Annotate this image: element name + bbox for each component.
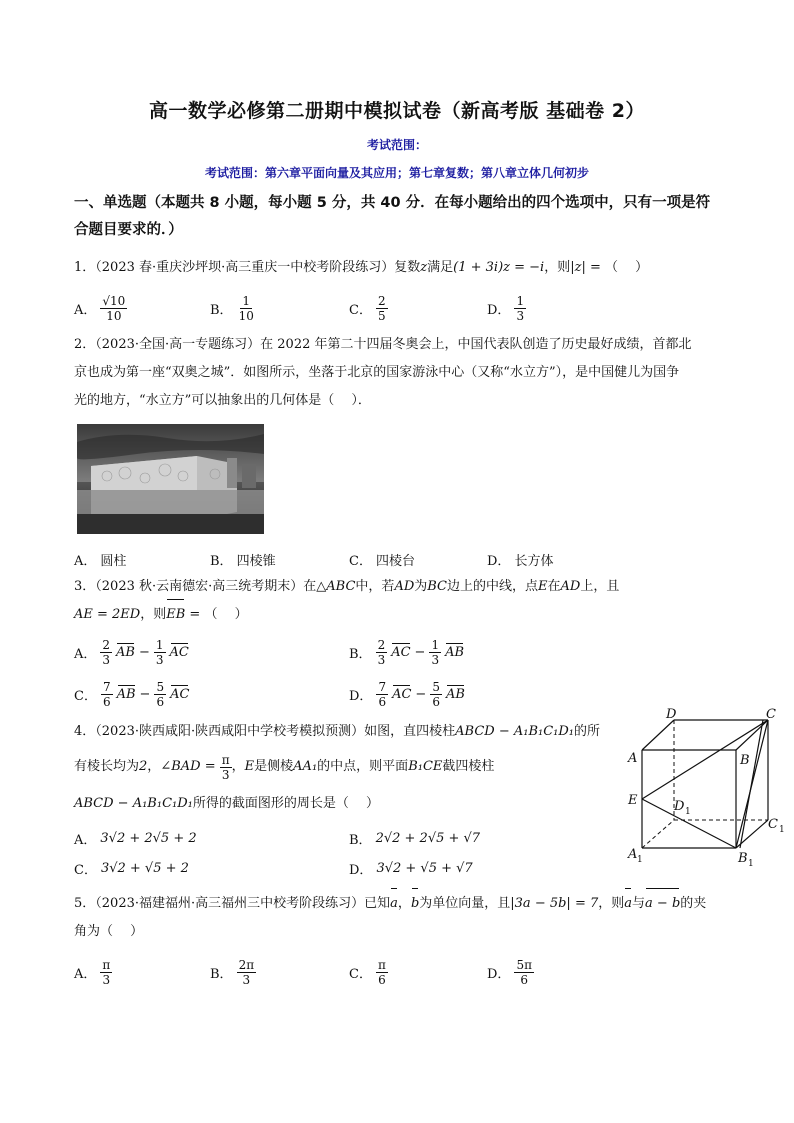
option-label: C． (349, 302, 372, 318)
fraction (376, 294, 388, 323)
denominator: 10 (106, 308, 122, 323)
math-vector: a (390, 890, 398, 918)
question-text: = （ ） (585, 260, 649, 275)
label-c1: C (768, 817, 778, 832)
operator: − (414, 644, 426, 660)
math-vector: AB (445, 686, 465, 702)
option-d[interactable] (349, 859, 473, 878)
question-source: （2023 秋·云南德宏·高三统考期末） (95, 579, 304, 594)
option-label: B． (210, 302, 233, 318)
scope-heading: 考试范围： (366, 138, 427, 152)
fraction (154, 680, 166, 709)
question-1 (74, 254, 734, 282)
question-source: （2023·全国·高一专题练习） (95, 337, 261, 352)
numerator: 5π (516, 957, 532, 972)
fraction (237, 294, 256, 323)
math-variable: AD (394, 579, 415, 594)
denominator: 3 (102, 972, 111, 987)
numerator: 1 (431, 637, 440, 652)
label-c: C (766, 707, 776, 722)
option-label: D． (487, 553, 511, 569)
water-cube-photo (77, 424, 264, 534)
option-label: C． (74, 862, 97, 878)
operator: − (138, 644, 150, 660)
question-text: 京也成为第一座“双奥之城”．如图所示，坐落于北京的国家游泳中心（又称“水立方”），是中国健儿为国争 (74, 365, 680, 380)
fraction (430, 680, 442, 709)
question-3 (74, 573, 734, 629)
math-number: 2 (139, 759, 148, 774)
question-text: 的所 (574, 724, 601, 739)
question-number: 4． (74, 724, 96, 739)
math-vector: AC (392, 686, 412, 702)
math-variable: z (420, 260, 428, 275)
numerator: √10 (102, 293, 126, 308)
option-a[interactable] (74, 550, 126, 569)
fraction (100, 958, 112, 987)
option-b[interactable] (349, 638, 464, 667)
option-c[interactable] (349, 294, 388, 323)
math-vector: AB (116, 644, 135, 660)
denominator: 6 (520, 972, 529, 987)
question-text: 满足 (427, 260, 454, 275)
option-label: A． (74, 553, 97, 569)
math-expression: |z| (570, 260, 586, 275)
fraction (100, 294, 127, 323)
option-text: 圆柱 (100, 553, 127, 569)
option-label: B． (210, 553, 233, 569)
operator: − (139, 686, 151, 702)
edge-a1d1-hidden (642, 820, 674, 848)
denominator: 6 (378, 694, 387, 709)
option-label: C． (349, 553, 372, 569)
option-a[interactable] (74, 829, 197, 848)
question-number: 1． (74, 260, 96, 275)
option-label: D． (487, 302, 511, 318)
label-d: D (666, 707, 677, 722)
question-text: 截四棱柱 (442, 759, 495, 774)
option-c[interactable] (349, 958, 388, 987)
numerator: π (377, 957, 386, 972)
option-label: A． (74, 646, 97, 662)
math-vector: AB (116, 686, 136, 702)
numerator: π (102, 957, 111, 972)
numerator: 2 (377, 293, 386, 308)
fraction (514, 958, 534, 987)
math-expression: ABCD − A₁B₁C₁D₁ (74, 796, 193, 811)
question-2-options (74, 548, 734, 570)
math-vector: AB (445, 644, 465, 660)
question-text: 边上的中线，点 (447, 579, 539, 594)
numerator: π (221, 752, 230, 767)
question-text: 为单位向量，且 (419, 896, 511, 911)
question-text: 上，且 (580, 579, 620, 594)
numerator: 2 (102, 637, 111, 652)
math-vector: a (624, 890, 632, 918)
option-label: B． (349, 646, 372, 662)
question-text: 有棱长均为 (74, 759, 140, 774)
numerator: 1 (242, 293, 251, 308)
question-text: 为 (414, 579, 428, 594)
denominator: 3 (155, 652, 164, 667)
math-vector: EB (166, 601, 185, 629)
option-text: 3√2 + 2√5 + 2 (100, 830, 197, 846)
fraction (376, 638, 388, 667)
numerator: 1 (155, 637, 164, 652)
label-b1: B (738, 851, 748, 866)
label-a: A (628, 751, 638, 766)
denominator: 3 (516, 308, 525, 323)
option-text: 四棱锥 (236, 553, 276, 569)
math-variable: E (538, 579, 548, 594)
math-variable: B₁CE (408, 759, 443, 774)
question-text: 在 (303, 579, 317, 594)
math-variable: BC (427, 579, 448, 594)
label-sub: 1 (637, 855, 643, 865)
question-4-options-row-2 (74, 856, 614, 880)
question-text: 在 2022 年第二十四届冬奥会上，中国代表队创造了历史最好成绩，首都北 (260, 337, 692, 352)
label-e: E (628, 793, 638, 808)
option-a[interactable] (74, 958, 112, 987)
option-c[interactable] (74, 680, 189, 709)
fraction (101, 680, 113, 709)
question-text: 复数 (394, 260, 421, 275)
option-label: D． (349, 862, 373, 878)
math-vector: AC (169, 644, 189, 660)
math-expression: ABCD − A₁B₁C₁D₁ (455, 724, 575, 739)
question-text: ，则 (544, 260, 571, 275)
option-label: A． (74, 832, 97, 848)
question-text: 已知 (364, 896, 391, 911)
numerator: 7 (378, 679, 387, 694)
option-c[interactable] (349, 550, 415, 569)
math-vector: AC (170, 686, 190, 702)
option-text: 四棱台 (375, 553, 415, 569)
numerator: 5 (432, 679, 440, 694)
fraction (154, 638, 166, 667)
question-text: 角为（ ） (74, 924, 144, 939)
question-text: ，则 (140, 607, 167, 622)
operator: − (415, 686, 427, 702)
option-label: C． (349, 966, 372, 982)
math-equation: |3a − 5b| = 7 (510, 896, 599, 911)
edge-cb (736, 720, 768, 750)
scope-text: 考试范围：第六章平面向量及其应用；第七章复数；第八章立体几何初步 (204, 166, 589, 180)
option-c[interactable] (74, 859, 189, 878)
question-4-options-row-1 (74, 826, 614, 850)
option-d[interactable] (487, 294, 526, 323)
math-vector: AC (391, 644, 411, 660)
prism-figure (622, 706, 794, 872)
page-title: 高一数学必修第二册期中模拟试卷（新高考版 基础卷 2） (149, 100, 645, 122)
question-text: 与 (632, 896, 646, 911)
label-b: B (740, 753, 750, 768)
math-vector: a − b (645, 890, 680, 918)
question-text: 中，若 (355, 579, 395, 594)
question-text: ，则 (598, 896, 625, 911)
fraction (429, 638, 441, 667)
fraction (237, 958, 257, 987)
option-text: 3√2 + √5 + √7 (376, 860, 473, 876)
numerator: 2π (238, 957, 255, 972)
numerator: 5 (156, 679, 165, 694)
numerator: 7 (102, 679, 111, 694)
option-label: D． (349, 688, 373, 704)
option-label: B． (349, 832, 372, 848)
math-equation: AE = 2ED (74, 607, 141, 622)
question-text: 的夹 (680, 896, 707, 911)
question-text: = （ ） (185, 607, 248, 622)
numerator: 1 (516, 293, 525, 308)
question-number: 2． (74, 337, 96, 352)
question-2 (74, 331, 734, 415)
question-source: （2023 春·重庆沙坪坝·高三重庆一中校考阶段练习） (95, 260, 395, 275)
question-3-options-row-1 (74, 632, 614, 672)
denominator: 3 (102, 652, 111, 667)
denominator: 6 (432, 694, 440, 709)
question-number: 5． (74, 896, 96, 911)
question-source: （2023·福建福州·高三福州三中校考阶段练习） (95, 896, 365, 911)
option-b[interactable] (349, 829, 480, 848)
option-text: 长方体 (514, 553, 554, 569)
math-variable: AD (560, 579, 581, 594)
option-b[interactable] (210, 958, 256, 987)
question-5 (74, 890, 734, 946)
option-a[interactable] (74, 638, 189, 667)
option-b[interactable] (210, 550, 276, 569)
option-d[interactable] (487, 550, 553, 569)
math-expression: ∠BAD = (160, 759, 216, 774)
label-sub: 1 (748, 859, 754, 869)
question-4 (74, 718, 614, 820)
question-text: ， (147, 759, 161, 774)
fraction (376, 958, 388, 987)
option-label: B． (210, 966, 233, 982)
question-text: 所得的截面图形的周长是（ ） (192, 796, 380, 811)
option-b[interactable] (210, 294, 256, 323)
option-label: A． (74, 966, 97, 982)
denominator: 3 (221, 767, 230, 782)
option-label: D． (487, 966, 511, 982)
question-source: （2023·陕西咸阳·陕西咸阳中学校考模拟预测） (95, 724, 365, 739)
option-d[interactable] (487, 958, 534, 987)
question-text: 是侧棱 (254, 759, 294, 774)
math-variable: AA₁ (293, 759, 318, 774)
question-text: 的中点，则平面 (317, 759, 409, 774)
label-sub: 1 (685, 807, 691, 817)
denominator: 6 (378, 972, 386, 987)
option-label: A． (74, 302, 97, 318)
section-edge-2 (740, 720, 763, 848)
denominator: 6 (102, 694, 111, 709)
label-a1: A (628, 847, 638, 862)
question-3-options-row-2 (74, 674, 614, 714)
fraction (220, 753, 232, 782)
denominator: 3 (242, 972, 251, 987)
fraction (376, 680, 388, 709)
label-sub: 1 (779, 825, 785, 835)
question-text: ， (397, 896, 411, 911)
math-vector: b (411, 890, 419, 918)
question-text: 如图，直四棱柱 (364, 724, 456, 739)
fraction (514, 294, 526, 323)
numerator: 2 (377, 637, 386, 652)
question-text: ， (231, 759, 245, 774)
math-variable: E (244, 759, 255, 774)
option-a[interactable] (74, 294, 127, 323)
section-heading: 一、单选题（本题共 8 小题，每小题 5 分，共 40 分．在每小题给出的四个选项中，只有一项是符合题目要求的．） (74, 195, 711, 238)
denominator: 5 (377, 308, 386, 323)
edge-ad (642, 720, 674, 750)
denominator: 6 (156, 694, 165, 709)
question-number: 3． (74, 579, 96, 594)
label-d1: D (674, 799, 685, 814)
option-d[interactable] (349, 680, 465, 709)
option-text: 2√2 + 2√5 + √7 (375, 830, 481, 846)
math-expression: △ABC (316, 579, 356, 594)
denominator: 10 (238, 308, 254, 323)
fraction (100, 638, 112, 667)
math-equation: (1 + 3i)z = −i (453, 260, 545, 275)
denominator: 3 (377, 652, 386, 667)
question-text: 光的地方，“水立方”可以抽象出的几何体是（ ）． (74, 393, 371, 408)
option-text: 3√2 + √5 + 2 (100, 860, 189, 876)
question-1-options (74, 288, 734, 328)
question-5-options (74, 952, 734, 992)
option-label: C． (74, 688, 97, 704)
question-text: 在 (547, 579, 561, 594)
denominator: 3 (431, 652, 440, 667)
